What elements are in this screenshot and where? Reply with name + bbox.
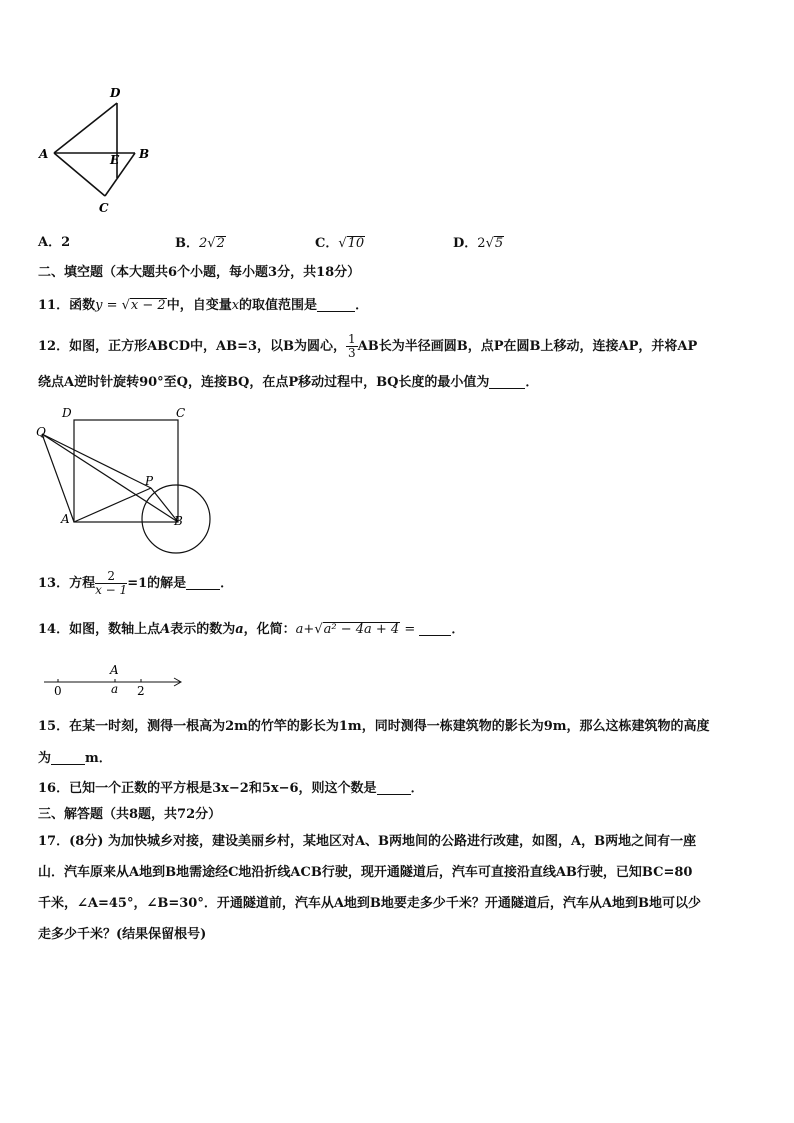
label-E: E: [110, 153, 120, 167]
q17-line4: 走多少千米？(结果保留根号): [38, 927, 207, 942]
q12-line2: 绕点A逆时针旋转90°至Q，连接BQ，在点P移动过程中，BQ长度的最小值为 ．: [38, 375, 539, 390]
q16: 16．已知一个正数的平方根是3x−2和5x−6，则这个数是 ．: [38, 781, 424, 796]
triangle-figure-q10: [30, 80, 160, 220]
section3-heading: 三、解答题（共8题，共72分）: [38, 807, 222, 822]
q15-line1: 15．在某一时刻，测得一根高为2m的竹竿的影长为1m，同时测得一栋建筑物的影长为9m，那么这栋建筑物的高度: [38, 719, 710, 734]
q12-line1: 12．如图，正方形ABCD中，AB=3，以B为圆心， $\frac{1}{3}$ AB长为半径画圆B，点P在圆B上移动，连接AP，并将AP: [38, 332, 698, 361]
q10-option-c: C．√10: [315, 236, 365, 251]
label-C: C: [99, 201, 109, 215]
label-A: A: [61, 512, 70, 526]
q15-line2: 为 m．: [38, 751, 112, 766]
square-circle-figure-q12: [30, 402, 220, 558]
number-line: [40, 660, 190, 700]
label-Q: Q: [36, 425, 46, 439]
q14: 14．如图，数轴上点A表示的数为a，化简：a+√a² − 4a + 4 = ．: [38, 622, 465, 637]
label-B: B: [139, 147, 150, 161]
q17-line1: 17．(8分) 为加快城乡对接，建设美丽乡村，某地区对A、B两地间的公路进行改建，如图，A，B两地之间有一座: [38, 834, 697, 849]
label-D: D: [62, 406, 72, 420]
label-A: A: [110, 663, 119, 677]
q10-option-a: A．2: [38, 235, 71, 250]
label-B: B: [174, 514, 183, 528]
q11: 11．函数y = √x − 2中，自变量x的取值范围是 ．: [38, 298, 369, 313]
label-a: a: [111, 682, 119, 696]
label-0: 0: [54, 684, 62, 698]
label-P: P: [145, 474, 154, 488]
q13: 13．方程 $\frac{2}{x - 1}$ =1的解是 ．: [38, 569, 234, 598]
q17-line2: 山．汽车原来从A地到B地需途经C地沿折线ACB行驶，现开通隧道后，汽车可直接沿直线AB行驶，已知BC=80: [38, 865, 693, 880]
label-2: 2: [137, 684, 145, 698]
section2-heading: 二、填空题（本大题共6个小题，每小题3分，共18分）: [38, 265, 361, 280]
q10-option-b: B．2√2: [175, 236, 225, 251]
q17-line3: 千米，∠A=45°，∠B=30°．开通隧道前，汽车从A地到B地要走多少千米？开通隧道后，汽车从A地到B地可以少: [38, 896, 701, 911]
label-D: D: [110, 86, 121, 100]
label-C: C: [176, 406, 186, 420]
q10-option-d: D．2√5: [453, 236, 504, 251]
label-A: A: [39, 147, 49, 161]
